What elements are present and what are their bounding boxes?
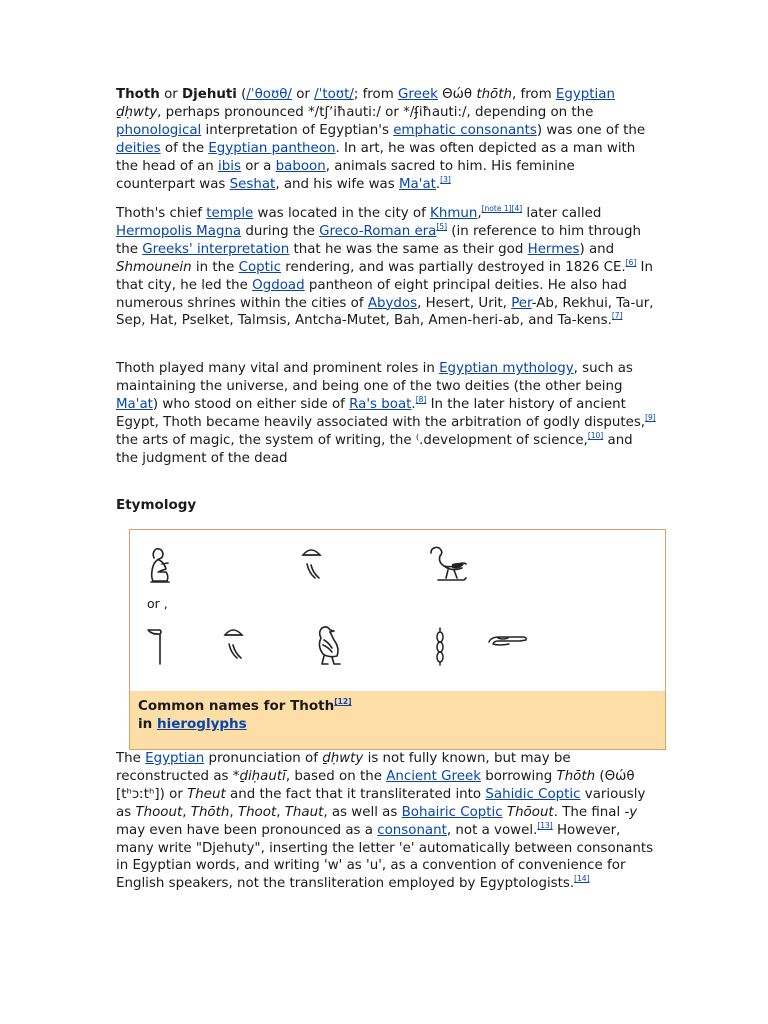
text-run: ; from [353, 87, 399, 102]
cobra-icon [486, 632, 528, 648]
text-run: , [182, 804, 191, 820]
wiki-link[interactable]: Ma'at [399, 176, 436, 192]
text-run: thōth [476, 87, 512, 102]
text-run: , based on the [285, 768, 387, 784]
text-run: or [159, 87, 183, 102]
text-run: and the fact that it transliterated into [225, 786, 486, 802]
wiki-link[interactable]: Seshat [229, 176, 276, 192]
text-run: Thaut [284, 804, 324, 820]
text-run: ) was one of the [536, 122, 646, 138]
text-run: Θώθ [437, 87, 477, 102]
wiki-link[interactable]: Egyptian pantheon [208, 140, 336, 156]
text-run: In that city, he led the [116, 259, 653, 293]
wiki-link[interactable]: deities [116, 140, 161, 156]
wiki-link[interactable]: Sahidic Coptic [485, 786, 581, 802]
wiki-link[interactable]: Greco-Roman era [319, 223, 437, 239]
wiki-link[interactable]: Abydos [367, 295, 418, 311]
text-run: pantheon of eight principal deities. He also had numerous shrines within the cities of [116, 277, 627, 311]
text-run: , and his wife was [275, 176, 399, 192]
caption-ref-link[interactable]: [12] [334, 697, 352, 706]
text-run: . [411, 396, 416, 412]
text-run: Thoth played many vital and prominent roles in [116, 361, 440, 376]
text-run: The [116, 751, 146, 766]
standard-pole-icon [146, 626, 166, 666]
text-run: -Ab, Rekhui, Ta-ur, Sep, Hat, Pselket, Talmsis, Antcha-Mutet, Bah, Amen-heri-ab, and Ta-kens. [116, 295, 654, 329]
paragraph-pronunciation [116, 750, 656, 893]
citation-link[interactable]: [4] [511, 204, 523, 213]
text-run: and the judgment of the dead [116, 432, 633, 466]
twisted-flax-icon [432, 626, 448, 666]
wiki-link[interactable]: Coptic [238, 259, 281, 275]
text-run: , Hesert, Urit, [417, 295, 512, 311]
ibis-on-standard-icon [428, 544, 470, 586]
wiki-link[interactable]: /ˈtoʊt/ [314, 87, 354, 102]
bold-term: Djehuti [182, 87, 237, 102]
bold-term: Thoth [116, 87, 160, 102]
wiki-link[interactable]: /ˈθoʊθ/ [246, 87, 292, 102]
citation-link[interactable]: [10] [587, 430, 604, 440]
text-run: variously as [116, 786, 646, 820]
citation-link[interactable]: [6] [625, 257, 637, 267]
wiki-link[interactable]: ibis [218, 158, 241, 174]
wiki-link[interactable]: Ogdoad [252, 277, 305, 293]
text-run: the arts of magic, the system of writing, the ⁽.development of science, [116, 432, 588, 448]
text-run: Thoth's chief [116, 206, 207, 221]
text-run: of the [160, 140, 209, 156]
text-run: , such as maintaining the universe, and being one of the two deities (the other being [116, 361, 633, 394]
text-run: ḏḥwty [322, 751, 364, 766]
wiki-link[interactable]: consonant [377, 822, 447, 838]
citation-link[interactable]: [14] [574, 874, 590, 884]
text-run: Thōout [506, 804, 554, 820]
bread-loaf-icon [300, 546, 324, 584]
text-run: or a [240, 158, 276, 174]
text-run: Theut [187, 786, 226, 802]
text-run: rendering, and was partially destroyed in 1826 CE. [281, 259, 626, 275]
text-run: , from [511, 87, 556, 102]
citation-link[interactable]: [5] [436, 221, 448, 231]
text-run: later called [522, 206, 602, 221]
citation-link[interactable]: [8] [415, 394, 427, 404]
wiki-link[interactable]: Ma'at [116, 396, 153, 412]
text-run: . In art, he was often depicted as a man with the head of an [116, 140, 636, 174]
paragraph-temple [116, 205, 656, 330]
text-run: (Θώθ [tʰɔːtʰ]) or [116, 768, 635, 802]
citation-link[interactable]: [7] [611, 311, 623, 321]
wiki-link[interactable]: Egyptian [145, 751, 205, 766]
citation-link[interactable]: [13] [537, 820, 553, 830]
wiki-link[interactable]: baboon [275, 158, 326, 174]
infobox-caption [130, 691, 665, 749]
wiki-link[interactable]: Ra's boat [349, 396, 412, 412]
text-run: , [229, 804, 238, 820]
text-run: In the later history of ancient Egypt, Thoth became heavily associated with the arbitration of godly disputes, [116, 396, 646, 430]
text-run: Thoot [237, 804, 277, 820]
text-run: or [291, 87, 315, 102]
wiki-link[interactable]: emphatic consonants [393, 122, 537, 138]
text-run: during the [241, 223, 320, 239]
text-run: Thōth [190, 804, 230, 820]
caption-title: Common names for Thoth [138, 698, 335, 714]
text-run: -y [624, 804, 638, 820]
text-run: ḏḥwty [116, 104, 158, 120]
wiki-link[interactable]: phonological [116, 122, 202, 138]
text-run: (in reference to him through the [116, 223, 641, 257]
text-run: borrowing [480, 768, 557, 784]
text-run: , perhaps pronounced */tʃʼiħauti:/ or */ʄiħauti:/, depending on the [157, 104, 594, 120]
citation-link[interactable]: [note 1] [481, 204, 512, 213]
wiki-link[interactable]: temple [206, 206, 254, 221]
text-run: However, many write "Djehuty", inserting the letter 'e' automatically between consonants in Egyptian words, and writing 'w' as 'u', as a convention of convenience for English speakers, not the transliteration employed by Egyptologists. [116, 822, 654, 892]
caption-in: in [138, 716, 157, 732]
bread-loaf-icon [222, 626, 246, 664]
wiki-link[interactable]: Egyptian [555, 87, 615, 102]
text-run: ḏiḥautī [239, 768, 286, 784]
text-run: may even have been pronounced as a [116, 822, 378, 838]
text-run: ( [236, 87, 247, 102]
text-run: that he was the same as their god [289, 241, 528, 257]
paragraph-intro [116, 86, 656, 193]
wiki-link[interactable]: Per [511, 295, 532, 311]
text-run: . The final [553, 804, 625, 820]
paragraph-roles [116, 360, 656, 467]
text-run: , as well as [323, 804, 402, 820]
text-run: pronunciation of [204, 751, 323, 766]
text-run: , [276, 804, 285, 820]
hieroglyphs-link[interactable]: hieroglyphs [156, 716, 247, 732]
wiki-link[interactable]: Greeks' interpretation [142, 241, 290, 257]
wiki-link[interactable]: Hermopolis Magna [116, 223, 242, 239]
citation-link[interactable]: [3] [440, 174, 451, 184]
wiki-link[interactable]: Hermes [527, 241, 580, 257]
wiki-link[interactable]: Khmun [430, 206, 478, 221]
or-separator: or , [147, 596, 168, 611]
etymology-heading: Etymology [116, 497, 197, 513]
hieroglyph-infobox [129, 529, 666, 750]
text-run: Shmounein [116, 259, 192, 275]
seated-god-icon [146, 546, 174, 584]
text-run: , not a vowel. [446, 822, 538, 838]
wiki-link[interactable]: Ancient Greek [386, 768, 481, 784]
text-run: Thoout [135, 804, 183, 820]
citation-link[interactable]: [9] [645, 412, 656, 422]
wiki-link[interactable]: Bohairic Coptic [401, 804, 503, 820]
text-run: , animals sacred to him. His feminine counterpart was [116, 158, 575, 192]
text-run: interpretation of Egyptian's [201, 122, 394, 138]
text-run: , [477, 206, 482, 221]
text-run: ) and [579, 241, 615, 257]
text-run: in the [191, 259, 239, 275]
quail-chick-icon [314, 624, 344, 666]
text-run: . [435, 176, 441, 192]
text-run: Thōth [556, 768, 596, 784]
text-run: was located in the city of [253, 206, 431, 221]
text-run: ) who stood on either side of [152, 396, 350, 412]
text-run: is not fully known, but may be reconstructed as * [116, 751, 571, 784]
wiki-link[interactable]: Greek [398, 87, 438, 102]
wiki-link[interactable]: Egyptian mythology [439, 361, 574, 376]
